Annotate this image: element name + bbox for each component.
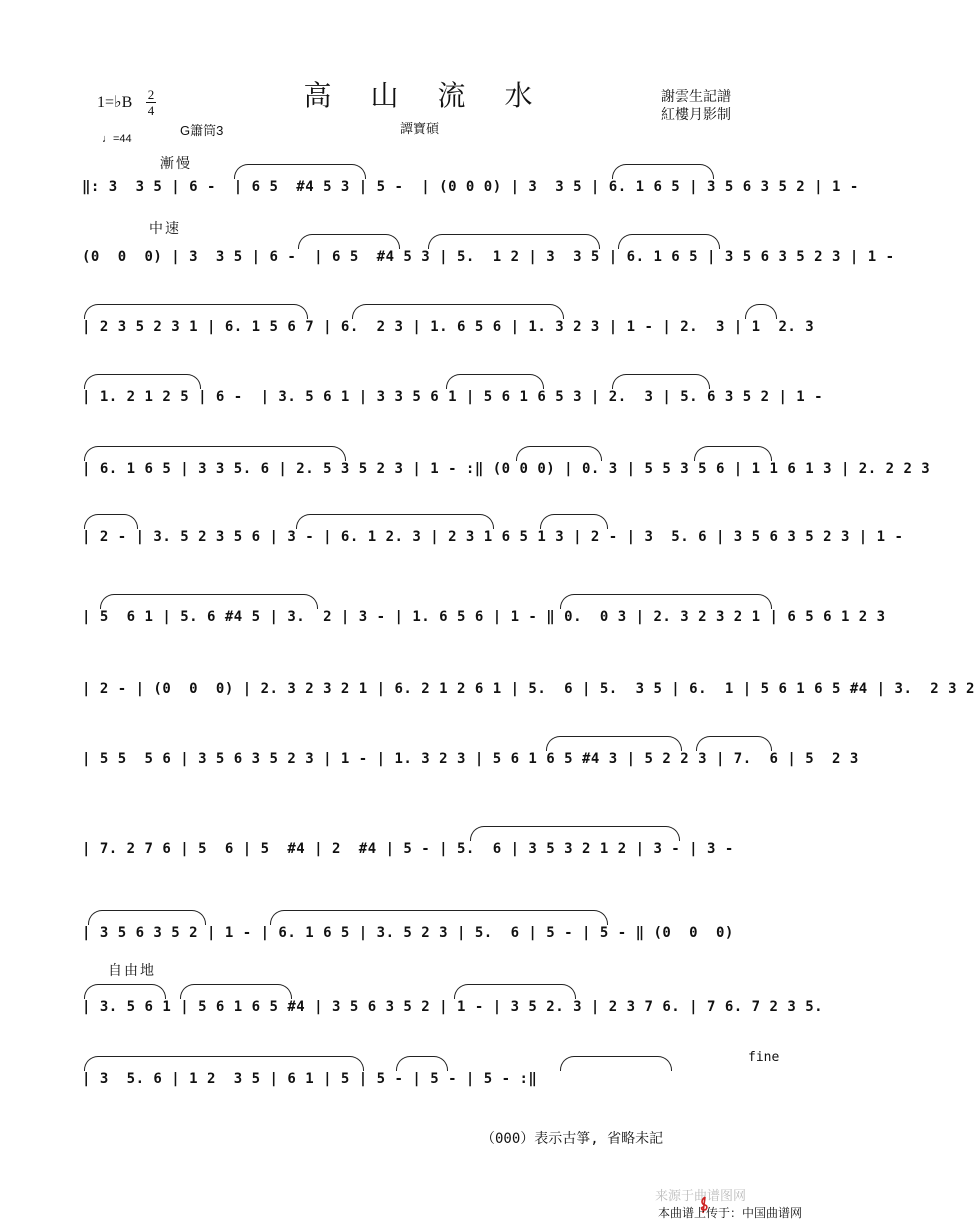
performer-name: 譚寶碩 <box>400 121 440 136</box>
marking-zhongsu: 中速 <box>149 222 181 237</box>
footer-source: 本曲谱上传于：中国曲谱网 <box>658 1206 803 1220</box>
notation-text: | 5 6 1 | 5. 6 #4 5 | 3. 2 | 3 - | 1. 6 5 6 | 1 - ‖ 0. 0 3 | 2. 3 2 3 2 1 | 6 5 6 1 2 3 <box>82 609 886 625</box>
meter-bottom: 4 <box>147 103 155 118</box>
time-signature <box>146 88 156 117</box>
staff-line-1 <box>0 162 859 222</box>
notation-text: | 2 3 5 2 3 1 | 6. 1 5 6 7 | 6. 2 3 | 1. 6 5 6 | 1. 3 2 3 | 1 - | 2. 3 | 1 2. 3 <box>82 319 815 335</box>
staff-line-5 <box>0 444 931 504</box>
notation-text: | 1. 2 1 2 5 | 6 - | 3. 5 6 1 | 3 3 5 6 1 | 5 6 1 6 5 3 | 2. 3 | 5. 6 3 5 2 | 1 - <box>82 389 824 405</box>
legend-note: （000）表示古箏, 省略未記 <box>481 1131 664 1147</box>
staff-line-13 <box>0 1054 852 1114</box>
staff-line-3 <box>0 302 852 362</box>
staff-line-6 <box>0 512 904 572</box>
notation-text: | 6. 1 6 5 | 3 3 5. 6 | 2. 5 3 5 2 3 | 1 - :‖ (0 0 0) | 0. 3 | 5 5 3 5 6 | 1 1 6 1 3 | 2. 2 2 3 <box>82 461 931 477</box>
notation-text: | 2 - | (0 0 0) | 2. 3 2 3 2 1 | 6. 2 1 2 6 1 | 5. 6 | 5. 3 5 | 6. 1 | 5 6 1 6 5 #4 | 3. 2 3 2 <box>82 681 975 697</box>
fine-marking: fine <box>748 1050 780 1065</box>
producer-credit: 紅樓月影制 <box>661 106 731 122</box>
marking-jianman: 漸慢 <box>160 157 192 172</box>
staff-line-11 <box>0 908 852 968</box>
staff-line-4 <box>0 372 852 432</box>
staff-line-9 <box>0 734 859 794</box>
watermark: 来源于曲谱图网 <box>655 1188 747 1203</box>
staff-line-12 <box>0 982 852 1042</box>
transcriber-credit: 謝雲生記譜 <box>661 88 731 104</box>
notation-text: | 5 5 5 6 | 3 5 6 3 5 2 3 | 1 - | 1. 3 2 3 | 5 6 1 6 5 #4 3 | 5 2 2 3 | 7. 6 | 5 2 3 <box>82 751 859 767</box>
notation-text: ‖: 3 3 5 | 6 - | 6 5 #4 5 3 | 5 - | (0 0 0) | 3 3 5 | 6. 1 6 5 | 3 5 6 3 5 2 | 1 - <box>82 179 859 195</box>
staff-line-2 <box>0 232 895 292</box>
marking-ziyoudi: 自由地 <box>108 964 156 979</box>
tempo-marking: ♩=44 <box>102 133 132 145</box>
meter-top: 2 <box>147 87 155 102</box>
notation-text: | 3. 5 6 1 | 5 6 1 6 5 #4 | 3 5 6 3 5 2 | 1 - | 3 5 2. 3 | 2 3 7 6. | 7 6. 7 2 3 5. <box>82 999 824 1015</box>
key-signature: 1=♭B <box>97 94 133 111</box>
staff-line-7 <box>0 592 886 652</box>
notation-text: | 2 - | 3. 5 2 3 5 6 | 3 - | 6. 1 2. 3 | 2 3 1 6 5 1 3 | 2 - | 3 5. 6 | 3 5 6 3 5 2 3 | 1 - <box>82 529 904 545</box>
notation-text: | 3 5. 6 | 1 2 3 5 | 6 1 | 5 | 5 - | 5 - | 5 - :‖ <box>82 1071 538 1087</box>
staff-line-8 <box>0 664 975 724</box>
staff-line-10 <box>0 824 852 884</box>
notation-text: (0 0 0) | 3 3 5 | 6 - | 6 5 #4 5 3 | 5. 1 2 | 3 3 5 | 6. 1 6 5 | 3 5 6 3 5 2 3 | 1 - <box>82 249 895 265</box>
flute-key: G簫筒3 <box>180 123 224 138</box>
notation-text: | 3 5 6 3 5 2 | 1 - | 6. 1 6 5 | 3. 5 2 3 | 5. 6 | 5 - | 5 - ‖ (0 0 0) <box>82 925 734 941</box>
notation-text: | 7. 2 7 6 | 5 6 | 5 #4 | 2 #4 | 5 - | 5. 6 | 3 5 3 2 1 2 | 3 - | 3 - <box>82 841 734 857</box>
score-title: 高 山 流 水 <box>303 81 549 112</box>
